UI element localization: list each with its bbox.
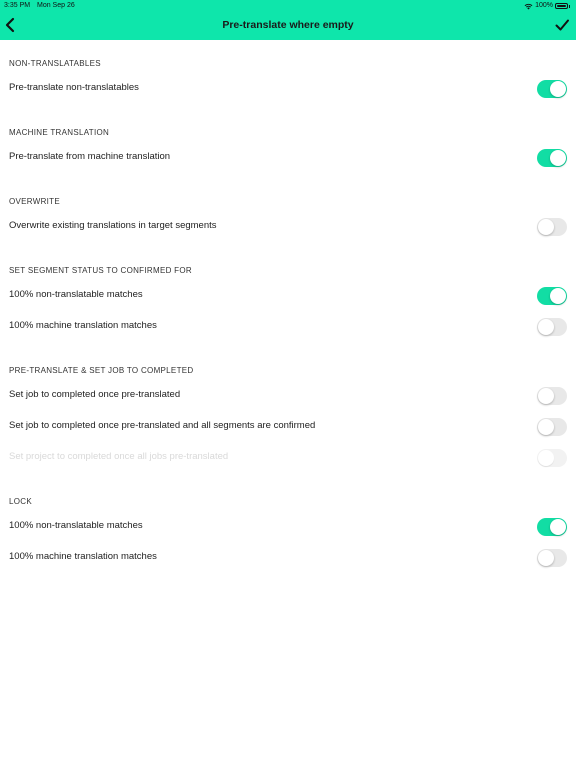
section-header-overwrite: OVERWRITE bbox=[9, 197, 61, 206]
setting-row[interactable] bbox=[0, 380, 576, 411]
setting-row[interactable] bbox=[0, 73, 576, 104]
toggle-knob bbox=[538, 550, 554, 566]
setting-label: Overwrite existing translations in target segments bbox=[9, 220, 217, 231]
setting-label: 100% non-translatable matches bbox=[9, 289, 143, 300]
section-header-pre-translate-completed: PRE-TRANSLATE & SET JOB TO COMPLETED bbox=[9, 366, 194, 375]
section-header-lock: LOCK bbox=[9, 497, 32, 506]
setting-label: Pre-translate non-translatables bbox=[9, 82, 139, 93]
section-header-non-translatables: NON-TRANSLATABLES bbox=[9, 59, 101, 68]
toggle-switch[interactable] bbox=[537, 387, 567, 405]
wifi-icon bbox=[524, 3, 533, 10]
status-indicators bbox=[524, 0, 570, 12]
toggle-switch[interactable] bbox=[537, 518, 567, 536]
battery-cap bbox=[569, 5, 570, 8]
setting-label: 100% machine translation matches bbox=[9, 320, 157, 331]
section-header-machine-translation: MACHINE TRANSLATION bbox=[9, 128, 110, 137]
toggle-knob bbox=[550, 150, 566, 166]
setting-row[interactable] bbox=[0, 542, 576, 573]
setting-row[interactable] bbox=[0, 280, 576, 311]
status-time: 3:35 PM bbox=[4, 2, 31, 9]
setting-label: Set project to completed once all jobs pre-translated bbox=[9, 451, 229, 462]
toggle-knob bbox=[550, 81, 566, 97]
toggle-switch[interactable] bbox=[537, 218, 567, 236]
toggle-switch[interactable] bbox=[537, 287, 567, 305]
status-date: Mon Sep 26 bbox=[37, 2, 75, 9]
page-title: Pre-translate where empty bbox=[222, 19, 354, 31]
setting-label: Set job to completed once pre-translated and all segments are confirmed bbox=[9, 420, 316, 431]
navigation-header bbox=[0, 0, 576, 40]
toggle-knob bbox=[538, 450, 554, 466]
setting-label: Set job to completed once pre-translated bbox=[9, 389, 181, 400]
toggle-knob bbox=[550, 519, 566, 535]
toggle-switch[interactable] bbox=[537, 418, 567, 436]
toggle-switch[interactable] bbox=[537, 80, 567, 98]
toggle-knob bbox=[538, 219, 554, 235]
setting-row[interactable] bbox=[0, 511, 576, 542]
setting-row-disabled bbox=[0, 442, 576, 473]
section-header-set-segment-status: SET SEGMENT STATUS TO CONFIRMED FOR bbox=[9, 266, 192, 275]
toggle-knob bbox=[538, 388, 554, 404]
battery-icon bbox=[555, 3, 568, 9]
toggle-switch bbox=[537, 449, 567, 467]
setting-row[interactable] bbox=[0, 311, 576, 342]
setting-label: 100% non-translatable matches bbox=[9, 520, 143, 531]
toggle-knob bbox=[538, 319, 554, 335]
status-bar bbox=[0, 0, 576, 12]
toggle-knob bbox=[538, 419, 554, 435]
toggle-switch[interactable] bbox=[537, 149, 567, 167]
checkmark-icon[interactable] bbox=[554, 16, 570, 34]
setting-row[interactable] bbox=[0, 211, 576, 242]
toggle-switch[interactable] bbox=[537, 549, 567, 567]
battery-percentage: 100% bbox=[535, 2, 553, 9]
setting-label: Pre-translate from machine translation bbox=[9, 151, 171, 162]
setting-row[interactable] bbox=[0, 411, 576, 442]
setting-label: 100% machine translation matches bbox=[9, 551, 157, 562]
toggle-knob bbox=[550, 288, 566, 304]
toggle-switch[interactable] bbox=[537, 318, 567, 336]
setting-row[interactable] bbox=[0, 142, 576, 173]
